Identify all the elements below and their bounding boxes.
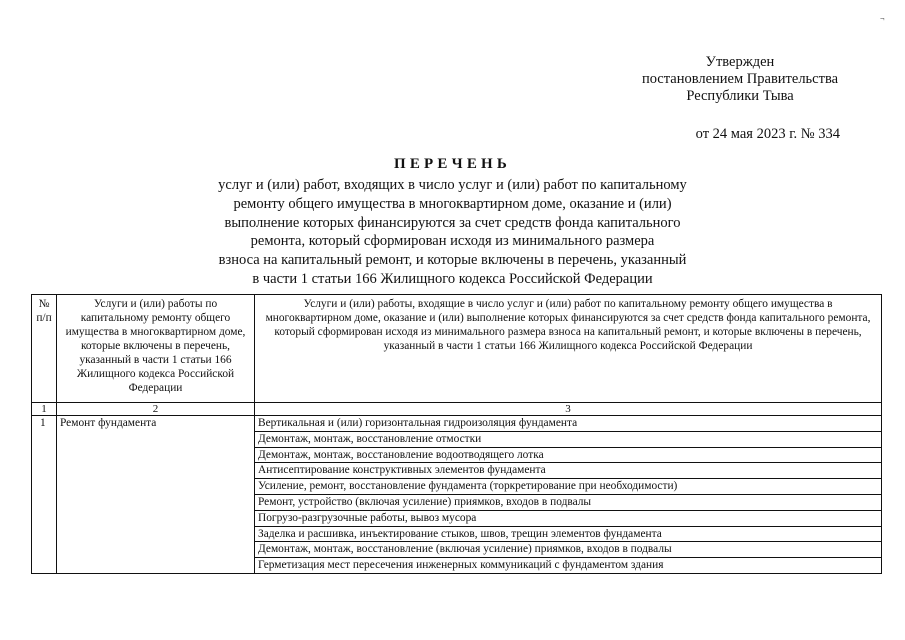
column-number: 3 — [255, 403, 882, 416]
approval-line-3: Республики Тыва — [686, 88, 794, 104]
work-item: Антисептирование конструктивных элементов фундамента — [255, 463, 882, 479]
subtitle-line: услуг и (или) работ, входящих в число услуг и (или) работ по капитальному — [218, 177, 687, 193]
subtitle-line: в части 1 статьи 166 Жилищного кодекса Российской Федерации — [252, 270, 653, 287]
approval-line-2: постановлением Правительства — [641, 71, 839, 87]
approval-line-1: Утвержден — [705, 54, 775, 70]
work-item: Демонтаж, монтаж, восстановление отмостки — [255, 431, 882, 447]
work-item: Демонтаж, монтаж, восстановление (включая усиление) приямков, входов в подвалы — [255, 542, 882, 558]
table-row — [32, 416, 882, 432]
group-number: 1 — [32, 416, 57, 574]
column-numbers-row — [32, 403, 882, 416]
column-number: 2 — [57, 403, 255, 416]
subtitle-line: ремонту общего имущества в многоквартирном доме, оказание и (или) — [233, 195, 672, 212]
subtitle-line: выполнение которых финансируются за счет средств фонда капитального — [224, 214, 681, 231]
column-number: 1 — [32, 403, 57, 416]
work-item: Погрузо-разгрузочные работы, вывоз мусора — [255, 510, 882, 526]
approval-block — [640, 54, 840, 143]
work-item: Ремонт, устройство (включая усиление) приямков, входов в подвалы — [255, 494, 882, 510]
work-item: Вертикальная и (или) горизонтальная гидроизоляция фундамента — [255, 416, 882, 432]
header-number: № п/п — [32, 295, 57, 403]
subtitle-line: ремонта, который сформирован исходя из минимального размера — [250, 233, 655, 250]
header-service-items: Услуги и (или) работы, входящие в число услуг и (или) работ по капитальному ремонту общего имущества в многоквартирном доме, оказание и (или) выполнение которых финансируются за счет средств фонда капитального ремонта, который сформирован исходя из минимального размера взноса на капитальный ремонт, и которые включены в перечень, указанный в части 1 статьи 166 Жилищного кодекса Российской Федерации — [255, 295, 882, 403]
document-title: ПЕРЕЧЕНЬ — [393, 156, 512, 172]
work-item: Герметизация мест пересечения инженерных коммуникаций с фундаментом здания — [255, 558, 882, 574]
work-item: Демонтаж, монтаж, восстановление водоотводящего лотка — [255, 447, 882, 463]
subtitle-line: взноса на капитальный ремонт, и которые включены в перечень, указанный — [218, 252, 687, 269]
works-table — [31, 294, 882, 574]
table-header-row — [32, 295, 882, 403]
group-name: Ремонт фундамента — [57, 416, 255, 574]
work-item: Усиление, ремонт, восстановление фундамента (торкретирование при необходимости) — [255, 479, 882, 495]
approval-date: от 24 мая 2023 г. № 334 — [695, 126, 840, 142]
header-service-group: Услуги и (или) работы по капитальному ремонту общего имущества в многоквартирном доме, которые включены в перечень, указанный в части 1 статьи 166 Жилищного кодекса Российской Федерации — [57, 295, 255, 403]
document-subtitle — [190, 176, 715, 289]
corner-mark: ¬ — [880, 14, 885, 23]
work-item: Заделка и расшивка, инъектирование стыков, швов, трещин элементов фундамента — [255, 526, 882, 542]
